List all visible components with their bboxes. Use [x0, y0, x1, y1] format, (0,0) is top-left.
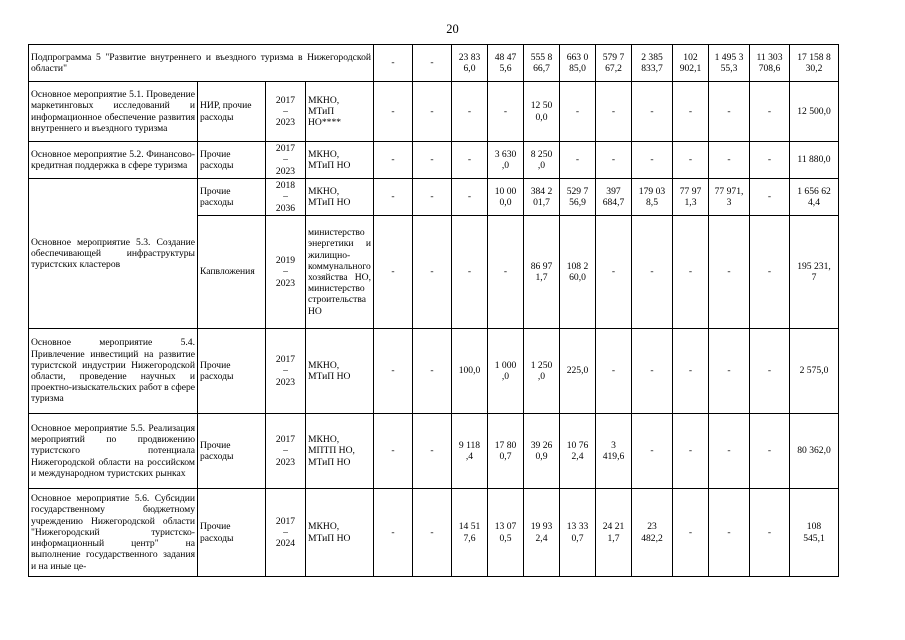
- value-cell: -: [413, 489, 452, 577]
- value-cell: 663 0 85,0: [560, 45, 596, 82]
- activity-name: Основное мероприятие 5.6. Субсидии государственному бюджетному учреждению Нижегородской области "Нижегородский туристско-информационный центр" на выполнение государственного задания и на иные це-: [29, 489, 198, 577]
- total-cell: 11 880,0: [790, 142, 839, 179]
- value-cell: -: [596, 142, 632, 179]
- value-cell: -: [673, 489, 709, 577]
- expense-type: Прочие расходы: [198, 329, 266, 414]
- value-cell: -: [374, 329, 413, 414]
- activity-name: Основное мероприятие 5.1. Проведение маркетинговых исследований и информационное обеспечение развития внутреннего и въездного туризма: [29, 82, 198, 142]
- value-cell: 86 97 1,7: [524, 216, 560, 329]
- value-cell: -: [632, 414, 673, 489]
- value-cell: -: [709, 142, 750, 179]
- value-cell: -: [750, 489, 790, 577]
- value-cell: -: [413, 414, 452, 489]
- budget-table: [28, 44, 839, 577]
- value-cell: -: [750, 414, 790, 489]
- total-cell: 17 158 8 30,2: [790, 45, 839, 82]
- years: 2019 – 2023: [266, 216, 306, 329]
- executor: МКНО, МТиП НО: [306, 142, 374, 179]
- value-cell: 77 97 1,3: [673, 179, 709, 216]
- total-cell: 80 362,0: [790, 414, 839, 489]
- value-cell: 9 118 ,4: [452, 414, 488, 489]
- value-cell: -: [750, 142, 790, 179]
- table-row: [29, 142, 839, 179]
- page-number: 20: [446, 22, 459, 36]
- value-cell: 2 385 833,7: [632, 45, 673, 82]
- expense-type: НИР, прочие расходы: [198, 82, 266, 142]
- value-cell: -: [596, 216, 632, 329]
- table-row: [29, 82, 839, 142]
- value-cell: -: [560, 82, 596, 142]
- value-cell: 48 47 5,6: [488, 45, 524, 82]
- value-cell: 555 8 66,7: [524, 45, 560, 82]
- years: 2018 – 2036: [266, 179, 306, 216]
- executor: МКНО, МТиП НО****: [306, 82, 374, 142]
- value-cell: -: [673, 414, 709, 489]
- expense-type: Прочие расходы: [198, 489, 266, 577]
- years: 2017 – 2023: [266, 414, 306, 489]
- value-cell: 108 2 60,0: [560, 216, 596, 329]
- value-cell: 1 495 3 55,3: [709, 45, 750, 82]
- value-cell: -: [673, 82, 709, 142]
- years: 2017 – 2023: [266, 329, 306, 414]
- table-row: [29, 414, 839, 489]
- years: 2017 – 2023: [266, 82, 306, 142]
- value-cell: -: [374, 489, 413, 577]
- value-cell: -: [374, 142, 413, 179]
- activity-name: Основное мероприятие 5.3. Создание обеспечивающей инфраструктуры туристских кластеров: [29, 179, 198, 329]
- value-cell: -: [632, 82, 673, 142]
- value-cell: 19 93 2,4: [524, 489, 560, 577]
- value-cell: 100,0: [452, 329, 488, 414]
- activity-name: Основное мероприятие 5.2. Финансово-кредитная поддержка в сфере туризма: [29, 142, 198, 179]
- value-cell: 384 2 01,7: [524, 179, 560, 216]
- value-cell: -: [632, 329, 673, 414]
- value-cell: -: [709, 414, 750, 489]
- total-cell: 108 545,1: [790, 489, 839, 577]
- value-cell: -: [413, 82, 452, 142]
- executor: МКНО, МТиП НО: [306, 179, 374, 216]
- table-row: [29, 179, 839, 216]
- subprogram-name: Подпрограмма 5 "Развитие внутреннего и въездного туризма в Нижегородской области": [29, 45, 374, 82]
- value-cell: -: [750, 216, 790, 329]
- value-cell: 24 21 1,7: [596, 489, 632, 577]
- value-cell: -: [488, 216, 524, 329]
- value-cell: -: [709, 489, 750, 577]
- value-cell: 23 482,2: [632, 489, 673, 577]
- value-cell: 397 684,7: [596, 179, 632, 216]
- value-cell: -: [596, 82, 632, 142]
- value-cell: 10 00 0,0: [488, 179, 524, 216]
- activity-name: Основное мероприятие 5.4. Привлечение инвестиций на развитие туристской индустрии Нижегородской области, проведение научных и проектно-изыскательских работ в сфере туризма: [29, 329, 198, 414]
- value-cell: -: [374, 216, 413, 329]
- value-cell: 102 902,1: [673, 45, 709, 82]
- value-cell: -: [596, 329, 632, 414]
- value-cell: -: [452, 82, 488, 142]
- total-cell: 1 656 62 4,4: [790, 179, 839, 216]
- value-cell: 579 7 67,2: [596, 45, 632, 82]
- value-cell: 8 250 ,0: [524, 142, 560, 179]
- executor: министерство энергетики и жилищно-коммунального хозяйства НО, министерство строительства НО: [306, 216, 374, 329]
- value-cell: -: [632, 142, 673, 179]
- executor: МКНО, МТиП НО: [306, 489, 374, 577]
- value-cell: 1 250 ,0: [524, 329, 560, 414]
- value-cell: 14 51 7,6: [452, 489, 488, 577]
- value-cell: -: [413, 329, 452, 414]
- table-row: [29, 329, 839, 414]
- expense-type: Прочие расходы: [198, 414, 266, 489]
- value-cell: 529 7 56,9: [560, 179, 596, 216]
- value-cell: -: [413, 142, 452, 179]
- value-cell: -: [632, 216, 673, 329]
- value-cell: 23 83 6,0: [452, 45, 488, 82]
- value-cell: 179 03 8,5: [632, 179, 673, 216]
- value-cell: -: [452, 142, 488, 179]
- value-cell: -: [560, 142, 596, 179]
- value-cell: -: [374, 82, 413, 142]
- value-cell: -: [709, 82, 750, 142]
- value-cell: -: [452, 179, 488, 216]
- years: 2017 – 2023: [266, 142, 306, 179]
- expense-type: Прочие расходы: [198, 142, 266, 179]
- value-cell: -: [750, 82, 790, 142]
- activity-name: Основное мероприятие 5.5. Реализация мероприятий по продвижению туристского потенциала Нижегородской области на российском и международном туристских рынках: [29, 414, 198, 489]
- total-cell: 2 575,0: [790, 329, 839, 414]
- value-cell: -: [374, 45, 413, 82]
- value-cell: 1 000 ,0: [488, 329, 524, 414]
- value-cell: 17 80 0,7: [488, 414, 524, 489]
- value-cell: -: [750, 179, 790, 216]
- value-cell: 13 07 0,5: [488, 489, 524, 577]
- expense-type: Капвложения: [198, 216, 266, 329]
- value-cell: -: [452, 216, 488, 329]
- value-cell: -: [413, 216, 452, 329]
- value-cell: 225,0: [560, 329, 596, 414]
- value-cell: -: [709, 329, 750, 414]
- value-cell: -: [488, 82, 524, 142]
- executor: МКНО, МПТП НО, МТиП НО: [306, 414, 374, 489]
- value-cell: -: [673, 216, 709, 329]
- value-cell: 3 419,6: [596, 414, 632, 489]
- executor: МКНО, МТиП НО: [306, 329, 374, 414]
- value-cell: 39 26 0,9: [524, 414, 560, 489]
- value-cell: 13 33 0,7: [560, 489, 596, 577]
- value-cell: 11 303 708,6: [750, 45, 790, 82]
- value-cell: 3 630 ,0: [488, 142, 524, 179]
- total-cell: 12 500,0: [790, 82, 839, 142]
- value-cell: -: [673, 142, 709, 179]
- value-cell: -: [413, 179, 452, 216]
- value-cell: -: [374, 414, 413, 489]
- subprogram-row: [29, 45, 839, 82]
- expense-type: Прочие расходы: [198, 179, 266, 216]
- years: 2017 – 2024: [266, 489, 306, 577]
- value-cell: -: [750, 329, 790, 414]
- value-cell: -: [673, 329, 709, 414]
- value-cell: -: [374, 179, 413, 216]
- value-cell: -: [413, 45, 452, 82]
- total-cell: 195 231, 7: [790, 216, 839, 329]
- value-cell: -: [709, 216, 750, 329]
- value-cell: 10 76 2,4: [560, 414, 596, 489]
- value-cell: 12 50 0,0: [524, 82, 560, 142]
- value-cell: 77 971, 3: [709, 179, 750, 216]
- table-row: [29, 489, 839, 577]
